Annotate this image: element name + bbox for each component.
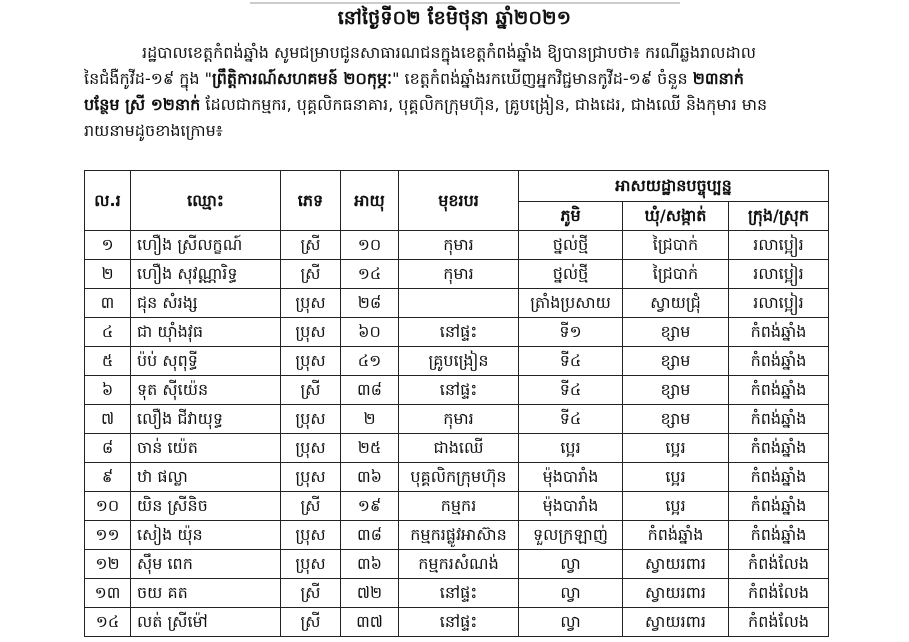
cell-sex: ប្រុស — [281, 550, 341, 579]
cell-village: ត្រាំងប្រសាយ — [519, 289, 623, 318]
cell-age: ៣៨ — [341, 376, 399, 405]
paragraph-line-3 — [84, 92, 826, 118]
cases-table — [84, 170, 829, 637]
cell-district: កំពង់លែង — [729, 579, 829, 608]
cell-age: ៤១ — [341, 347, 399, 376]
cell-village: ថ្នល់ថ្មី — [519, 231, 623, 260]
cell-no: ២ — [85, 260, 131, 289]
cell-village: ទី៤ — [519, 405, 623, 434]
cell-commune: ខ្សាម — [623, 347, 729, 376]
cell-district: កំពង់ឆ្នាំង — [729, 463, 829, 492]
cell-occupation: នៅផ្ទះ — [399, 318, 519, 347]
cell-district: រលាប្អៀរ — [729, 231, 829, 260]
cell-occupation: កម្មករសំណង់ — [399, 550, 519, 579]
date-line: នៅថ្ងៃទី០២ ខែមិថុនា ឆ្នាំ២០២១ — [337, 7, 572, 29]
table-row — [85, 492, 829, 521]
table-row — [85, 289, 829, 318]
cell-district: កំពង់ឆ្នាំង — [729, 521, 829, 550]
cell-age: ៣៦ — [341, 463, 399, 492]
cell-sex: ស្រី — [281, 376, 341, 405]
cell-occupation: កុមារ — [399, 405, 519, 434]
cell-village: ល្វា — [519, 608, 623, 637]
cell-commune: ស្វាយរពារ — [623, 550, 729, 579]
cell-district: រលាប្អៀរ — [729, 260, 829, 289]
cell-sex: ប្រុស — [281, 405, 341, 434]
cell-district: រលាប្អៀរ — [729, 289, 829, 318]
cell-district: កំពង់ឆ្នាំង — [729, 318, 829, 347]
header-age: អាយុ — [341, 171, 399, 231]
cell-sex: ស្រី — [281, 260, 341, 289]
header-village: ភូមិ — [519, 202, 623, 231]
cell-village: ទី៤ — [519, 347, 623, 376]
cell-commune: ប្អេរ — [623, 463, 729, 492]
table-row — [85, 434, 829, 463]
cell-age: ៣៨ — [341, 521, 399, 550]
cell-sex: ប្រុស — [281, 463, 341, 492]
cell-name: លឿង ជីវាយុទ្ធ — [131, 405, 281, 434]
table-row — [85, 463, 829, 492]
table-row — [85, 318, 829, 347]
cell-age: ៣៦ — [341, 550, 399, 579]
table-row — [85, 579, 829, 608]
paragraph-line-2-prefix: នៃជំងឺកូវីដ-១៩ ក្នុង " — [84, 69, 212, 88]
cell-commune: ខ្សាម — [623, 405, 729, 434]
cell-name: សៀង យ៉ុន — [131, 521, 281, 550]
paragraph-line-1: រដ្ឋបាលខេត្តកំពង់ឆ្នាំង សូមជម្រាបជូនសាធារណជនក្នុងខេត្តកំពង់ឆ្នាំង ឱ្យបានជ្រាបថា៖ ករណីឆ្លងរាលដាល — [142, 43, 756, 62]
cell-sex: ប្រុស — [281, 318, 341, 347]
cell-occupation: នៅផ្ទះ — [399, 579, 519, 608]
cell-age: ១៤ — [341, 260, 399, 289]
header-sex: ភេទ — [281, 171, 341, 231]
cell-no: ៦ — [85, 376, 131, 405]
cell-village: ថ្នល់ថ្មី — [519, 260, 623, 289]
cell-name: ចយ គត — [131, 579, 281, 608]
cell-age: ២ — [341, 405, 399, 434]
cell-district: កំពង់ឆ្នាំង — [729, 347, 829, 376]
cell-no: ១៣ — [85, 579, 131, 608]
cell-name: ហឿង ស្រីលក្ខណ៍ — [131, 231, 281, 260]
header-name: ឈ្មោះ — [131, 171, 281, 231]
cell-sex: ស្រី — [281, 608, 341, 637]
cell-age: ១៩ — [341, 492, 399, 521]
cell-village: ម៉ុងបារាំង — [519, 463, 623, 492]
cell-village: ម៉ុងបារាំង — [519, 492, 623, 521]
cell-sex: ស្រី — [281, 492, 341, 521]
table-row — [85, 608, 829, 637]
cell-age: ៧២ — [341, 579, 399, 608]
female-count: បន្ថែម ស្រី ១២នាក់ — [84, 95, 201, 114]
cell-occupation: ជាងឈើ — [399, 434, 519, 463]
cell-name: ហឿង សុវណ្ណារិទ្ធ — [131, 260, 281, 289]
case-count: ២៣នាក់ — [692, 69, 744, 88]
header-district: ក្រុង/ស្រុក — [729, 202, 829, 231]
cell-village: ទី៤ — [519, 376, 623, 405]
cell-village: ប្អេរ — [519, 434, 623, 463]
table-row — [85, 550, 829, 579]
paragraph-line-4: រាយនាមដូចខាងក្រោម៖ — [84, 121, 223, 140]
cell-occupation: កុមារ — [399, 231, 519, 260]
cropped-heading-edge — [250, 0, 680, 4]
cell-age: ១០ — [341, 231, 399, 260]
cell-district: កំពង់លែង — [729, 608, 829, 637]
cell-occupation: គ្រូបង្រៀន — [399, 347, 519, 376]
announcement-paragraph — [84, 40, 826, 144]
cell-sex: ប្រុស — [281, 347, 341, 376]
header-no: ល.រ — [85, 171, 131, 231]
cell-district: កំពង់ឆ្នាំង — [729, 376, 829, 405]
cell-name: ជុន សំរង្ស — [131, 289, 281, 318]
cell-sex: ប្រុស — [281, 521, 341, 550]
cell-name: ចាន់ យ៉េត — [131, 434, 281, 463]
cell-commune: ប្អេរ — [623, 492, 729, 521]
cell-occupation: នៅផ្ទះ — [399, 608, 519, 637]
cell-no: ១៤ — [85, 608, 131, 637]
cell-village: ល្វា — [519, 550, 623, 579]
cell-district: កំពង់ឆ្នាំង — [729, 434, 829, 463]
cell-age: ២៥ — [341, 434, 399, 463]
cell-no: ៣ — [85, 289, 131, 318]
cell-no: ១២ — [85, 550, 131, 579]
cell-name: ជា យ៉ាំងវុធ — [131, 318, 281, 347]
cell-occupation: បុគ្គលិកក្រុមហ៊ុន — [399, 463, 519, 492]
header-address: អាសយដ្ឋានបច្ចុប្បន្ន — [519, 171, 829, 202]
cell-age: ២៨ — [341, 289, 399, 318]
header-occupation: មុខរបរ — [399, 171, 519, 231]
table-body — [85, 231, 829, 637]
cell-no: ៨ — [85, 434, 131, 463]
cell-commune: ស្វាយជ្រុំ — [623, 289, 729, 318]
cell-no: ៧ — [85, 405, 131, 434]
cell-name: ឋា ផល្លា — [131, 463, 281, 492]
cell-occupation: កម្មករផ្លូវអាស៊ាន — [399, 521, 519, 550]
cell-name: ទុត ស៊ីយ៉េន — [131, 376, 281, 405]
cell-name: ស៊ឹម ពេក — [131, 550, 281, 579]
cell-no: ១ — [85, 231, 131, 260]
paragraph-line-3-rest: ដែលជាកម្មករ, បុគ្គលិកធនាគារ, បុគ្គលិកក្រុមហ៊ុន, គ្រូបង្រៀន, ជាងដេរ, ជាងឈើ និងកុមារ មាន — [200, 95, 768, 114]
cell-occupation: នៅផ្ទះ — [399, 376, 519, 405]
cell-sex: ស្រី — [281, 231, 341, 260]
cell-village: ទួលក្រឡាញ់ — [519, 521, 623, 550]
table-row — [85, 347, 829, 376]
cell-name: លត់ ស្រីម៉ៅ — [131, 608, 281, 637]
cell-commune: ជ្រៃបាក់ — [623, 231, 729, 260]
table-row — [85, 260, 829, 289]
paragraph-line-2 — [84, 66, 826, 92]
cell-commune: ខ្សាម — [623, 376, 729, 405]
cell-occupation — [399, 289, 519, 318]
cell-village: ល្វា — [519, 579, 623, 608]
paragraph-line-2-mid: " ខេត្តកំពង់ឆ្នាំងរកឃើញអ្នកវិជ្ជមានកូវីដ-១៩ ចំនួន — [392, 69, 693, 88]
cell-commune: ជ្រៃបាក់ — [623, 260, 729, 289]
header-commune: ឃុំ/សង្កាត់ — [623, 202, 729, 231]
event-name: ព្រឹត្តិការណ៍សហគមន៍ ២០កុម្ភៈ — [212, 69, 393, 88]
cell-occupation: កម្មករ — [399, 492, 519, 521]
cell-name: ប៉ប់ សុពុទ្ធី — [131, 347, 281, 376]
cell-commune: កំពង់ឆ្នាំង — [623, 521, 729, 550]
cell-no: ១០ — [85, 492, 131, 521]
cell-district: កំពង់ឆ្នាំង — [729, 492, 829, 521]
cell-district: កំពង់លែង — [729, 550, 829, 579]
cell-no: ១១ — [85, 521, 131, 550]
table-row — [85, 521, 829, 550]
cell-commune: ខ្សាម — [623, 318, 729, 347]
cell-age: ៦០ — [341, 318, 399, 347]
cell-commune: ស្វាយរពារ — [623, 579, 729, 608]
cell-sex: ស្រី — [281, 579, 341, 608]
cell-sex: ប្រុស — [281, 289, 341, 318]
table-row — [85, 376, 829, 405]
cell-commune: ស្វាយរពារ — [623, 608, 729, 637]
cell-no: ៤ — [85, 318, 131, 347]
cell-sex: ប្រុស — [281, 434, 341, 463]
cell-district: កំពង់ឆ្នាំង — [729, 405, 829, 434]
cell-commune: ប្អេរ — [623, 434, 729, 463]
table-row — [85, 231, 829, 260]
cell-no: ៩ — [85, 463, 131, 492]
cell-no: ៥ — [85, 347, 131, 376]
cell-age: ៣៧ — [341, 608, 399, 637]
cell-village: ទី១ — [519, 318, 623, 347]
table-header-row-1 — [85, 171, 829, 202]
table-row — [85, 405, 829, 434]
cell-name: យិន ស្រីនិច — [131, 492, 281, 521]
cell-occupation: កុមារ — [399, 260, 519, 289]
